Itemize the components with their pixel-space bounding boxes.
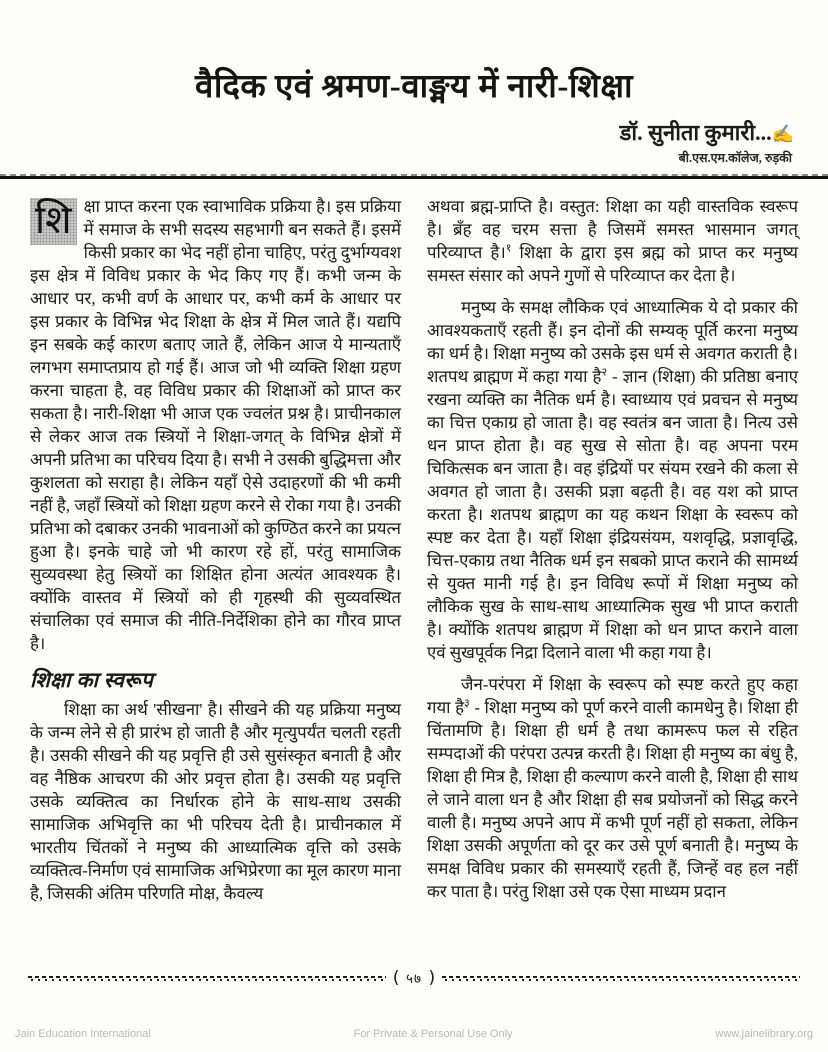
scan-footer [0,1028,828,1040]
footnote-ref-1: १ [505,242,512,255]
decorative-rule-left [28,976,386,981]
left-column [30,195,401,905]
paragraph-brahma-text: अथवा ब्रह्म-प्राप्ति है। वस्तुत: शिक्षा का यही वास्तविक स्वरूप है। ब्रँह वह चरम सत्ता है जिसमें समस्त भासमान जगत् परिव्याप्त है। [427,197,798,262]
page-title: वैदिक एवं श्रमण-वाङ्मय में नारी-शिक्षा [194,69,634,105]
paragraph-jain-parampara [427,673,798,903]
footnote-ref-2: २ [601,366,608,379]
paragraph-jain-text-cont: - शिक्षा मनुष्य को पूर्ण करने वाली कामधेनु है। शिक्षा ही चिंतामणि है। शिक्षा ही धर्म है तथा कामरूप फल से रहित सम्पदाओं की परंपरा उत्पन्न करती है। शिक्षा ही मनुष्य का बंधु है, शिक्षा ही मित्र है, शिक्षा ही कल्याण करने वाली है, शिक्षा ही साथ ले जाने वाला धन है और शिक्षा ही सब प्रयोजनों को सिद्ध करने वाली है। मनुष्य अपने आप में कभी पूर्ण नहीं हो सकता, लेकिन शिक्षा उसकी अपूर्णता को दूर कर उसे पूर्ण बनाती है। मनुष्य के समक्ष विविध प्रकार की समस्याएँ रहती हैं, जिन्हें वह हल नहीं कर पाता है। परंतु शिक्षा उसे एक ऐसा माध्यम प्रदान [427,698,798,901]
page-header [0,0,828,179]
paragraph-shatapatha-text-cont: - ज्ञान (शिक्षा) की प्रतिष्ठा बनाए रखना व्यक्ति का नैतिक धर्म है। स्वाध्याय एवं प्रवचन से मनुष्य का चित्त एकाग्र हो जाता है। वह स्वतंत्र बन जाता है। नित्य उसे धन प्राप्त होता है। वह सुख से सोता है। वह अपना परम चिकित्सक बन जाता है। वह इंद्रियों पर संयम रखने की कला से अवगत हो जाता है। उसकी प्रज्ञा बढ़ती है। वह यश को प्राप्त करता है। शतपथ ब्राह्मण का यह कथन शिक्षा के स्वरूप को स्पष्ट कर देता है। यहाँ शिक्षा इंद्रियसंयम, यशवृद्धि, प्रज्ञावृद्धि, चित्त-एकाग्र तथा नैतिक धर्म इन सबको प्राप्त कराने की सामर्थ्य से युक्त मानी गई है। इन विविध रूपों में शिक्षा मनुष्य को लौकिक सुख के साथ-साथ आध्यात्मिक सुख भी प्राप्त कराती है। क्योंकि शतपथ ब्राह्मण में शिक्षा को धन प्राप्त कराने वाला एवं सुखपूर्वक निद्रा दिलाने वाला भी कहा गया है। [427,367,798,662]
footnote-ref-3: ३ [464,697,470,710]
right-column [427,195,798,905]
decorative-rule-right [442,976,800,981]
paragraph-intro [30,195,401,655]
paragraph-shatapatha-text: मनुष्य के समक्ष लौकिक एवं आध्यात्मिक ये दो प्रकार की आवश्यकताएँ रहती हैं। इन दोनों की सम्यक् पूर्ति करना मनुष्य का धर्म है। शिक्षा मनुष्य को उसके इस धर्म से अवगत कराती है। शतपथ ब्राह्मण में कहा गया है [427,298,798,386]
author-affiliation: बी.एस.एम.कॉलेज, रुड़की [678,151,792,165]
paragraph-brahma [427,195,798,287]
section-heading: शिक्षा का स्वरूप [30,668,154,692]
footer-right: www.jainelibrary.org [715,1028,813,1040]
paragraph-shiksha-swaroop: शिक्षा का अर्थ 'सीखना' है। सीखने की यह प्रक्रिया मनुष्य के जन्म लेने से ही प्रारंभ हो जाती है और मृत्युपर्यंत चलती रहती है। उसकी सीखने की यह प्रवृत्ति ही उसे सुसंस्कृत बनाती है और वह नैष्ठिक आचरण की ओर प्रवृत्त होता है। उसकी यह प्रवृत्ति उसके व्यक्तित्व का निर्धारक होने के साथ-साथ उसकी सामाजिक अभिवृत्ति का भी परिचय देती है। प्राचीनकाल में भारतीय चिंतकों ने मनुष्य की आध्यात्मिक वृत्ति को उसके व्यक्तित्व-निर्माण एवं सामाजिक अभिप्रेरणा का मूल कारण माना है, जिसकी अंतिम परिणति मोक्ष, कैवल्य [30,700,401,903]
page-number-bracket-right: ) [427,968,438,988]
writing-hand-icon: ✍ [771,124,794,144]
byline [0,117,828,147]
page-number-rule [28,970,800,986]
paragraph-brahma-text-cont: शिक्षा के द्वारा इस ब्रह्म को प्राप्त कर मनुष्य समस्त संसार को अपने गुणों से परिव्याप्त कर देता है। [427,243,798,285]
article-body [0,179,828,905]
author-name: डॉ. सुनीता कुमारी... [619,120,772,145]
page-number: ५७ [405,971,423,986]
page-number-bracket-left: ( [390,968,401,988]
paragraph-jain-text: जैन-परंपरा में शिक्षा के स्वरूप को स्पष्ट करते हुए कहा गया है [427,675,798,717]
paragraph-intro-text: क्षा प्राप्त करना एक स्वाभाविक प्रक्रिया है। इस प्रक्रिया में समाज के सभी सदस्य सहभागी बन सकते हैं। इसमें किसी प्रकार का भेद नहीं होना चाहिए, परंतु दुर्भाग्यवश इस क्षेत्र में विविध प्रकार के भेद किए गए हैं। कभी जन्म के आधार पर, कभी वर्ण के आधार पर, कभी कर्म के आधार पर इस प्रकार के विभिन्न भेद शिक्षा के क्षेत्र में मिल जाते हैं। यद्यपि इन सबके कई कारण बताए जाते हैं, लेकिन आज ये मान्यताएँ लगभग समाप्तप्राय हो गई हैं। आज जो भी व्यक्ति शिक्षा ग्रहण करना चाहता है, वह विविध प्रकार की शिक्षाओं को प्राप्त कर सकता है। नारी-शिक्षा भी आज एक ज्वलंत प्रश्न है। प्राचीनकाल से लेकर आज तक स्त्रियों ने शिक्षा-जगत् के विभिन्न क्षेत्रों में अपनी प्रतिभा का परिचय दिया है। सभी ने उसकी बुद्धिमत्ता और कुशलता को सराहा है। लेकिन यहाँ ऐसे उदाहरणों की भी कमी नहीं है, जहाँ स्त्रियों को शिक्षा ग्रहण करने से रोका गया है। उनकी प्रतिभा को दबाकर उनकी भावनाओं को कुण्ठित करने का प्रयत्न हुआ है। इनके चाहे जो भी कारण रहे हों, परंतु सामाजिक सुव्यवस्था हेतु स्त्रियों का शिक्षित होना अत्यंत आवश्यक है। क्योंकि वास्तव में स्त्रियों को ही गृहस्थी की सुव्यवस्थित संचालिका एवं समाज की नीति-निर्देशिका होने का गौरव प्राप्त है। [30,197,401,653]
paragraph-shatapatha [427,296,798,664]
footer-left: Jain Education International [15,1028,151,1040]
drop-cap: शि [30,198,77,245]
footer-center: For Private & Personal Use Only [353,1028,513,1040]
